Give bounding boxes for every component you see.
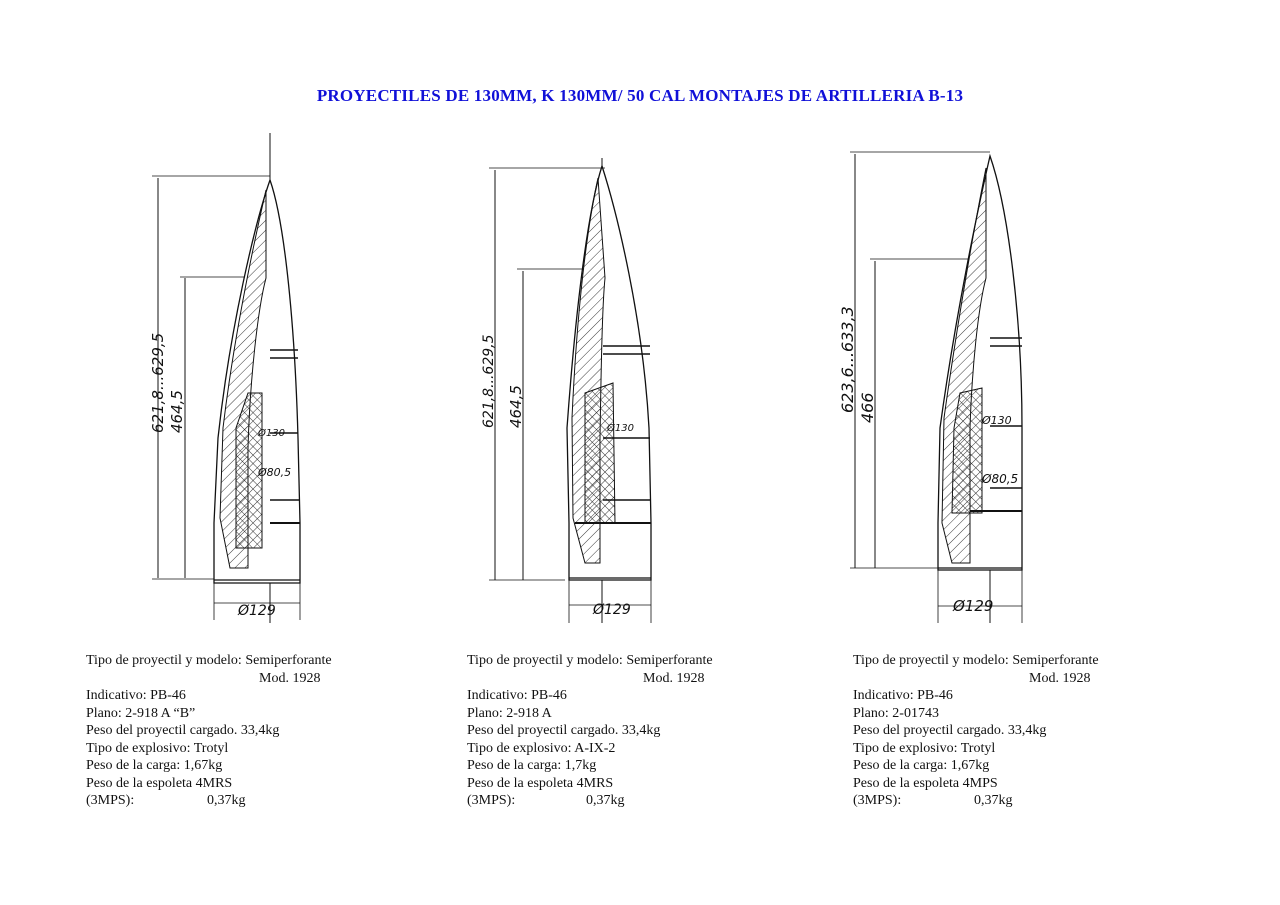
dim-d130-3: Ø130 [982,414,1012,427]
mps-value: 0,37kg [207,793,246,808]
shell-cross-section-1 [130,128,330,628]
mps-label: (3MPS): [467,793,516,808]
dim-d129-1: Ø129 [238,603,276,619]
indicativo: Indicativo: PB-46 [467,688,567,703]
mps-value: 0,37kg [586,793,625,808]
dim-body-1: 464,5 [168,390,186,433]
tipo-label: Tipo de proyectil y modelo: [86,653,242,668]
peso-proyectil: Peso del proyectil cargado. 33,4kg [86,723,280,738]
mps-label: (3MPS): [86,793,135,808]
dim-total-1: 621,8...629,5 [149,332,167,433]
tipo-value: Semiperforante [1012,653,1099,668]
dim-total-2: 621,8...629,5 [481,334,497,428]
dim-d130-2: Ø130 [607,423,634,434]
tipo-value: Semiperforante [245,653,332,668]
projectile-drawing-1 [130,128,330,628]
peso-carga: Peso de la carga: 1,67kg [853,758,990,773]
shell-cross-section-3 [840,128,1040,628]
dim-d129-3: Ø129 [953,597,994,615]
dim-body-3: 466 [858,392,877,423]
shell-cross-section-2 [465,128,665,628]
dim-d80-3: Ø80,5 [982,472,1019,486]
tipo-explosivo: Tipo de explosivo: Trotyl [86,740,229,756]
peso-espoleta: Peso de la espoleta 4MRS [86,775,233,791]
mps-value: 0,37kg [974,793,1013,808]
dim-d129-2: Ø129 [593,602,631,618]
dim-d80-1: Ø80,5 [258,466,292,479]
plano: Plano: 2-918 A [467,705,552,721]
tipo-explosivo: Tipo de explosivo: Trotyl [853,740,996,756]
page-title: PROYECTILES DE 130MM, K 130MM/ 50 CAL MONTAJES DE ARTILLERIA B-13 [316,86,964,105]
tipo-label: Tipo de proyectil y modelo: [853,653,1009,668]
indicativo: Indicativo: PB-46 [853,688,953,703]
modelo: Mod. 1928 [1029,670,1091,686]
spec-block-1 [86,652,332,810]
peso-proyectil: Peso del proyectil cargado. 33,4kg [467,723,661,738]
dim-total-3: 623,6...633,3 [838,306,857,413]
peso-carga: Peso de la carga: 1,67kg [86,758,223,773]
modelo: Mod. 1928 [259,670,321,686]
plano: Plano: 2-01743 [853,705,939,721]
tipo-explosivo: Tipo de explosivo: A-IX-2 [467,740,616,756]
projectile-drawing-3 [840,128,1040,628]
dim-body-2: 464,5 [507,385,525,428]
tipo-label: Tipo de proyectil y modelo: [467,653,623,668]
spec-block-3 [853,652,1099,810]
peso-proyectil: Peso del proyectil cargado. 33,4kg [853,723,1047,738]
dim-d130-1: Ø130 [258,428,285,439]
peso-carga: Peso de la carga: 1,7kg [467,758,597,773]
projectile-drawing-2 [465,128,665,628]
peso-espoleta: Peso de la espoleta 4MRS [467,775,614,791]
spec-block-2 [467,652,713,810]
indicativo: Indicativo: PB-46 [86,688,186,703]
mps-label: (3MPS): [853,793,902,808]
modelo: Mod. 1928 [643,670,705,686]
peso-espoleta: Peso de la espoleta 4MPS [853,775,998,791]
plano: Plano: 2-918 A “B” [86,705,196,721]
tipo-value: Semiperforante [626,653,713,668]
